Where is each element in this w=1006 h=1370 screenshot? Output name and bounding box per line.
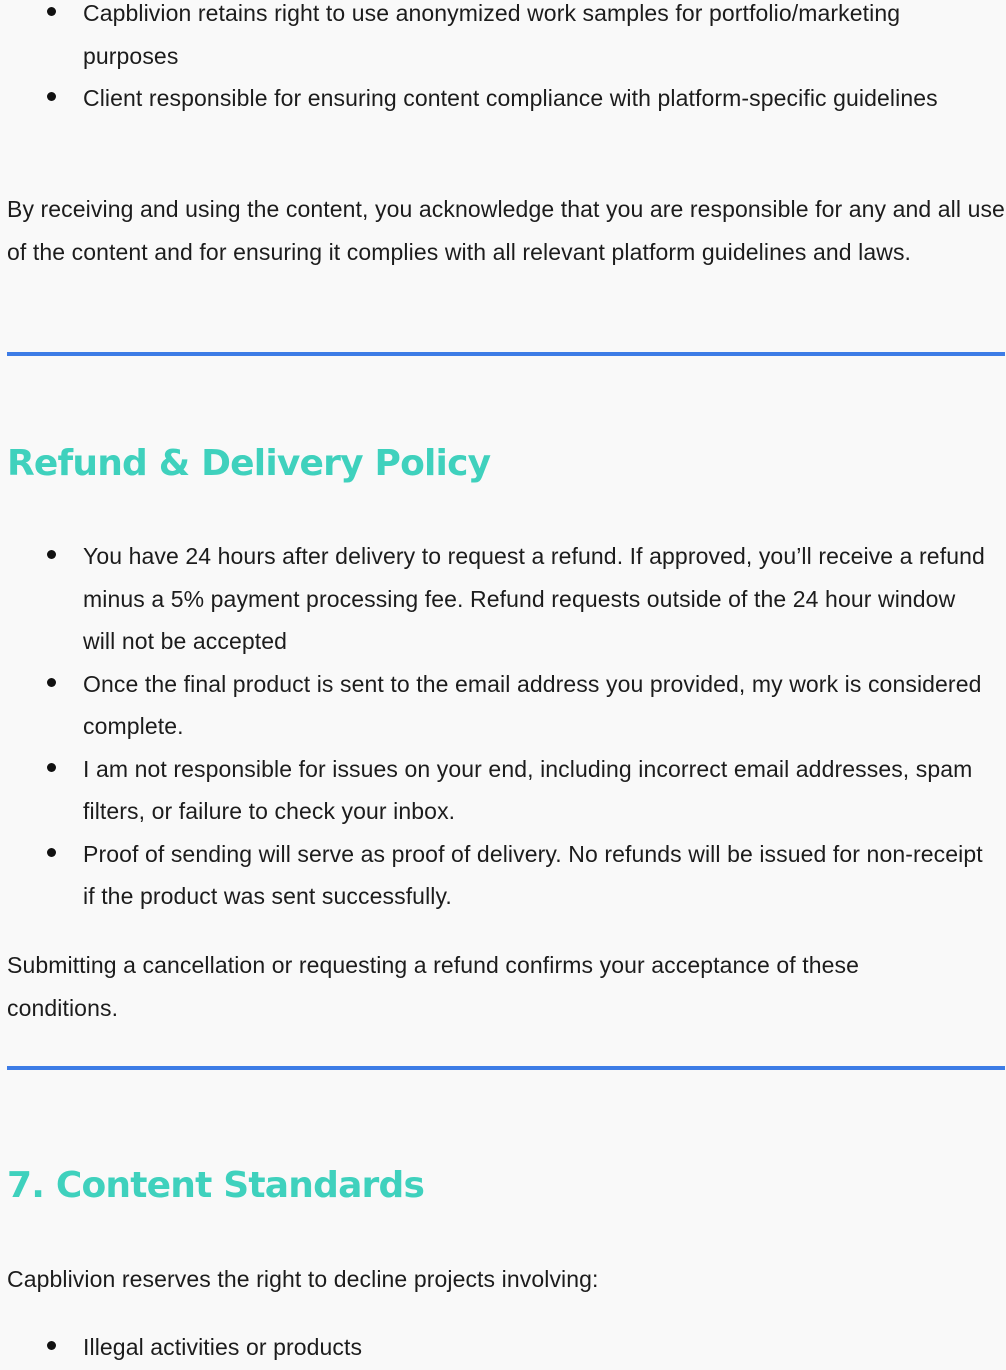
list-item-text: Client responsible for ensuring content compliance with platform-specific guidelines: [83, 85, 938, 111]
list-item-text: Proof of sending will serve as proof of delivery. No refunds will be issued for non-receipt if the product was sent successfully.: [83, 840, 983, 909]
content-standards-intro: Capblivion reserves the right to decline projects involving:: [7, 1266, 599, 1292]
list-item-text: I am not responsible for issues on your end, including incorrect email addresses, spam filters, or failure to check your inbox.: [83, 755, 973, 824]
bullet-icon: [47, 7, 56, 16]
refund-closing-paragraph: Submitting a cancellation or requesting a refund confirms your acceptance of these conditions.: [7, 952, 860, 1021]
bullet-icon: [47, 550, 56, 559]
intro-bullet-list: [7, 0, 997, 120]
list-item: [7, 1326, 992, 1369]
bullet-icon: [47, 678, 56, 687]
list-item: [7, 663, 992, 748]
list-item-text: Capblivion retains right to use anonymized work samples for portfolio/marketing purposes: [83, 0, 901, 69]
section-divider: [7, 352, 1005, 356]
bullet-icon: [47, 848, 56, 857]
list-item: [7, 748, 992, 833]
refund-section-heading: Refund & Delivery Policy: [7, 443, 491, 484]
list-item-text: Illegal activities or products: [83, 1334, 363, 1360]
list-item: [7, 535, 992, 663]
bullet-icon: [47, 92, 56, 101]
content-standards-heading: 7. Content Standards: [7, 1165, 425, 1206]
section-divider: [7, 1066, 1005, 1070]
list-item-text: Once the final product is sent to the email address you provided, my work is considered complete.: [83, 670, 982, 739]
list-item: [7, 833, 992, 918]
intro-paragraph: By receiving and using the content, you acknowledge that you are responsible for any and all use of the content and for ensuring it complies with all relevant platform guidelines and laws.: [7, 196, 1005, 265]
list-item: [7, 77, 997, 120]
list-item-text: You have 24 hours after delivery to request a refund. If approved, you’ll receive a refund minus a 5% payment processing fee. Refund requests outside of the 24 hour window will not be accepted: [83, 543, 985, 654]
bullet-icon: [47, 763, 56, 772]
refund-bullet-list: [7, 535, 992, 918]
list-item: [7, 0, 997, 77]
content-standards-bullet-list: [7, 1326, 992, 1369]
bullet-icon: [47, 1341, 56, 1350]
